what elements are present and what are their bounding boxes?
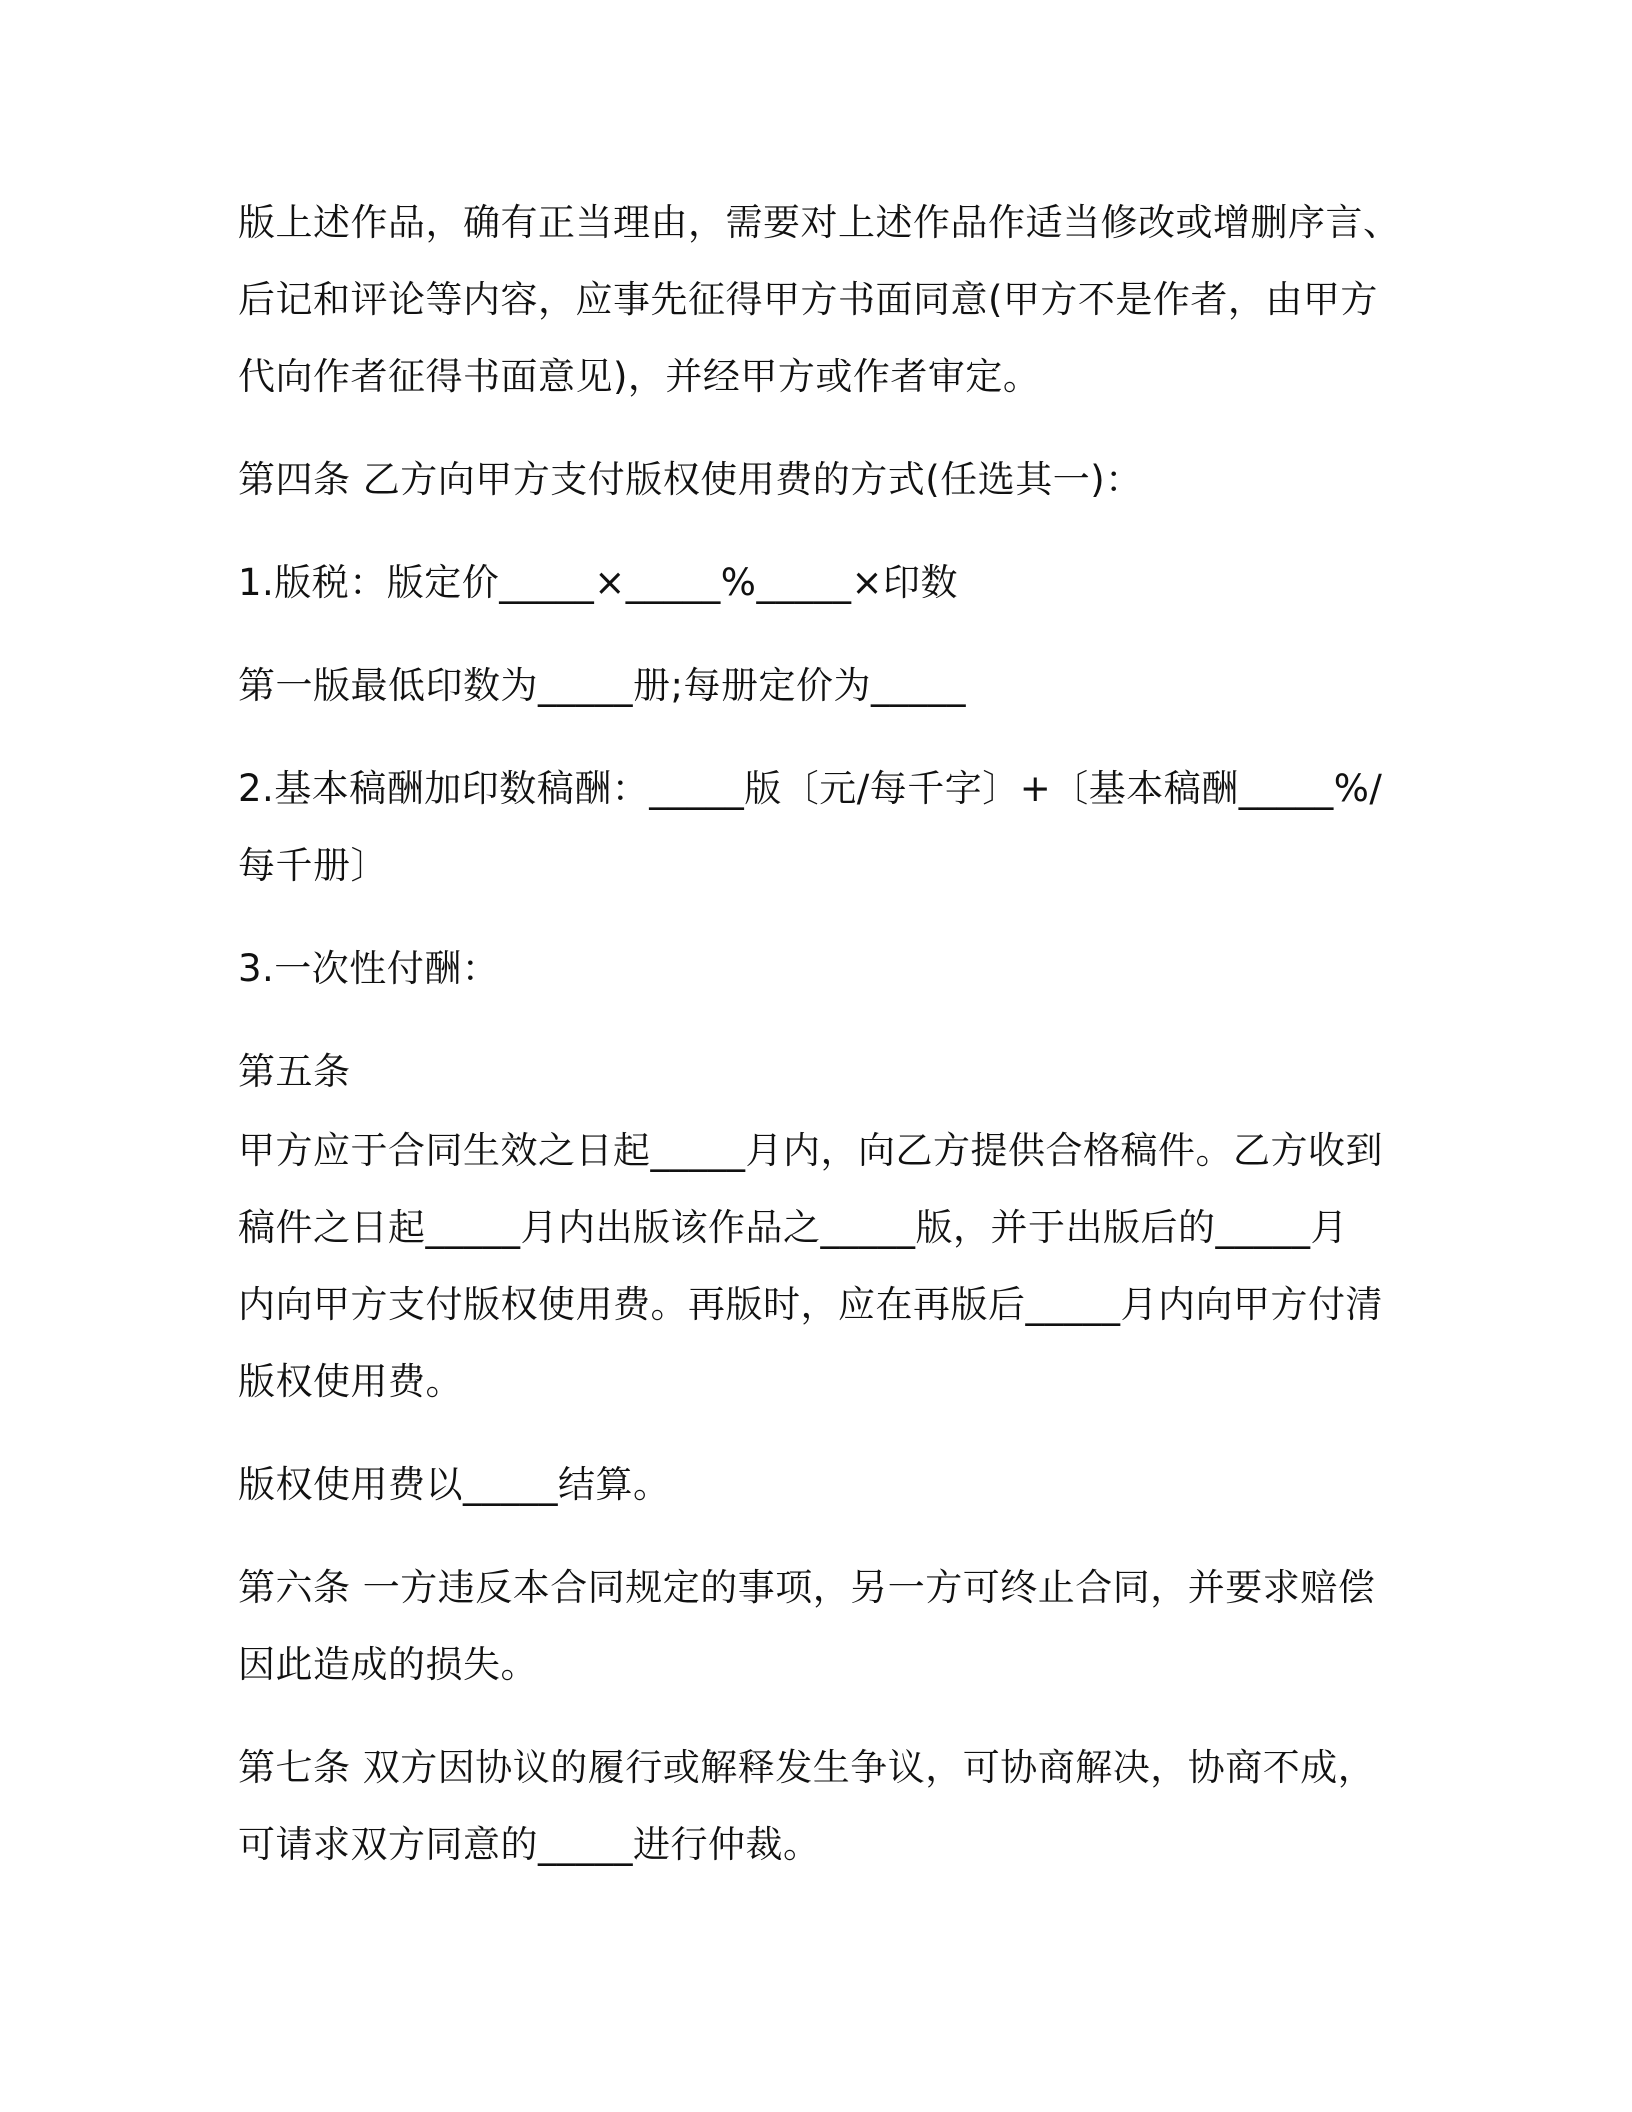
text-line: 2.基本稿酬加印数稿酬：_____版〔元/每千字〕+〔基本稿酬_____%/ <box>238 767 1383 810</box>
text-line: 3.一次性付酬： <box>238 947 500 990</box>
first-edition-print-run <box>238 647 1398 724</box>
article-5-heading <box>238 1033 1398 1110</box>
text-line: 甲方应于合同生效之日起_____月内，向乙方提供合格稿件。乙方收到 <box>238 1129 1383 1172</box>
article-5-body <box>238 1112 1398 1420</box>
text-line: 稿件之日起_____月内出版该作品之_____版，并于出版后的_____月 <box>238 1206 1348 1249</box>
text-line: 因此造成的损失。 <box>238 1643 538 1686</box>
text-line: 内向甲方支付版权使用费。再版时，应在再版后_____月内向甲方付清 <box>238 1283 1383 1326</box>
text-line: 版上述作品，确有正当理由，需要对上述作品作适当修改或增删序言、 <box>238 201 1401 244</box>
text-line: 后记和评论等内容，应事先征得甲方书面同意(甲方不是作者，由甲方 <box>238 278 1378 321</box>
text-line: 版权使用费。 <box>238 1360 463 1403</box>
text-line: 第五条 <box>238 1050 351 1093</box>
settlement-currency <box>238 1446 1398 1523</box>
article-6 <box>238 1549 1398 1703</box>
text-line: 版权使用费以_____结算。 <box>238 1463 671 1506</box>
option-1-royalty <box>238 544 1398 621</box>
text-line: 第六条 一方违反本合同规定的事项，另一方可终止合同，并要求赔偿 <box>238 1566 1376 1609</box>
option-3-lump-sum <box>238 930 1398 1007</box>
text-line: 第一版最低印数为_____册;每册定价为_____ <box>238 664 966 707</box>
text-line: 每千册〕 <box>238 844 388 887</box>
paragraph-revision-consent <box>238 184 1401 415</box>
text-line: 1.版税：版定价_____×_____%_____×印数 <box>238 561 958 604</box>
option-2-base-fee <box>238 750 1398 904</box>
article-4-heading <box>238 441 1398 518</box>
text-line: 第七条 双方因协议的履行或解释发生争议，可协商解决，协商不成， <box>238 1746 1376 1789</box>
text-line: 第四条 乙方向甲方支付版权使用费的方式(任选其一)： <box>238 458 1143 501</box>
article-7 <box>238 1729 1398 1883</box>
document-body <box>238 184 1401 1909</box>
text-line: 代向作者征得书面意见)，并经甲方或作者审定。 <box>238 355 1041 398</box>
text-line: 可请求双方同意的_____进行仲裁。 <box>238 1823 821 1866</box>
